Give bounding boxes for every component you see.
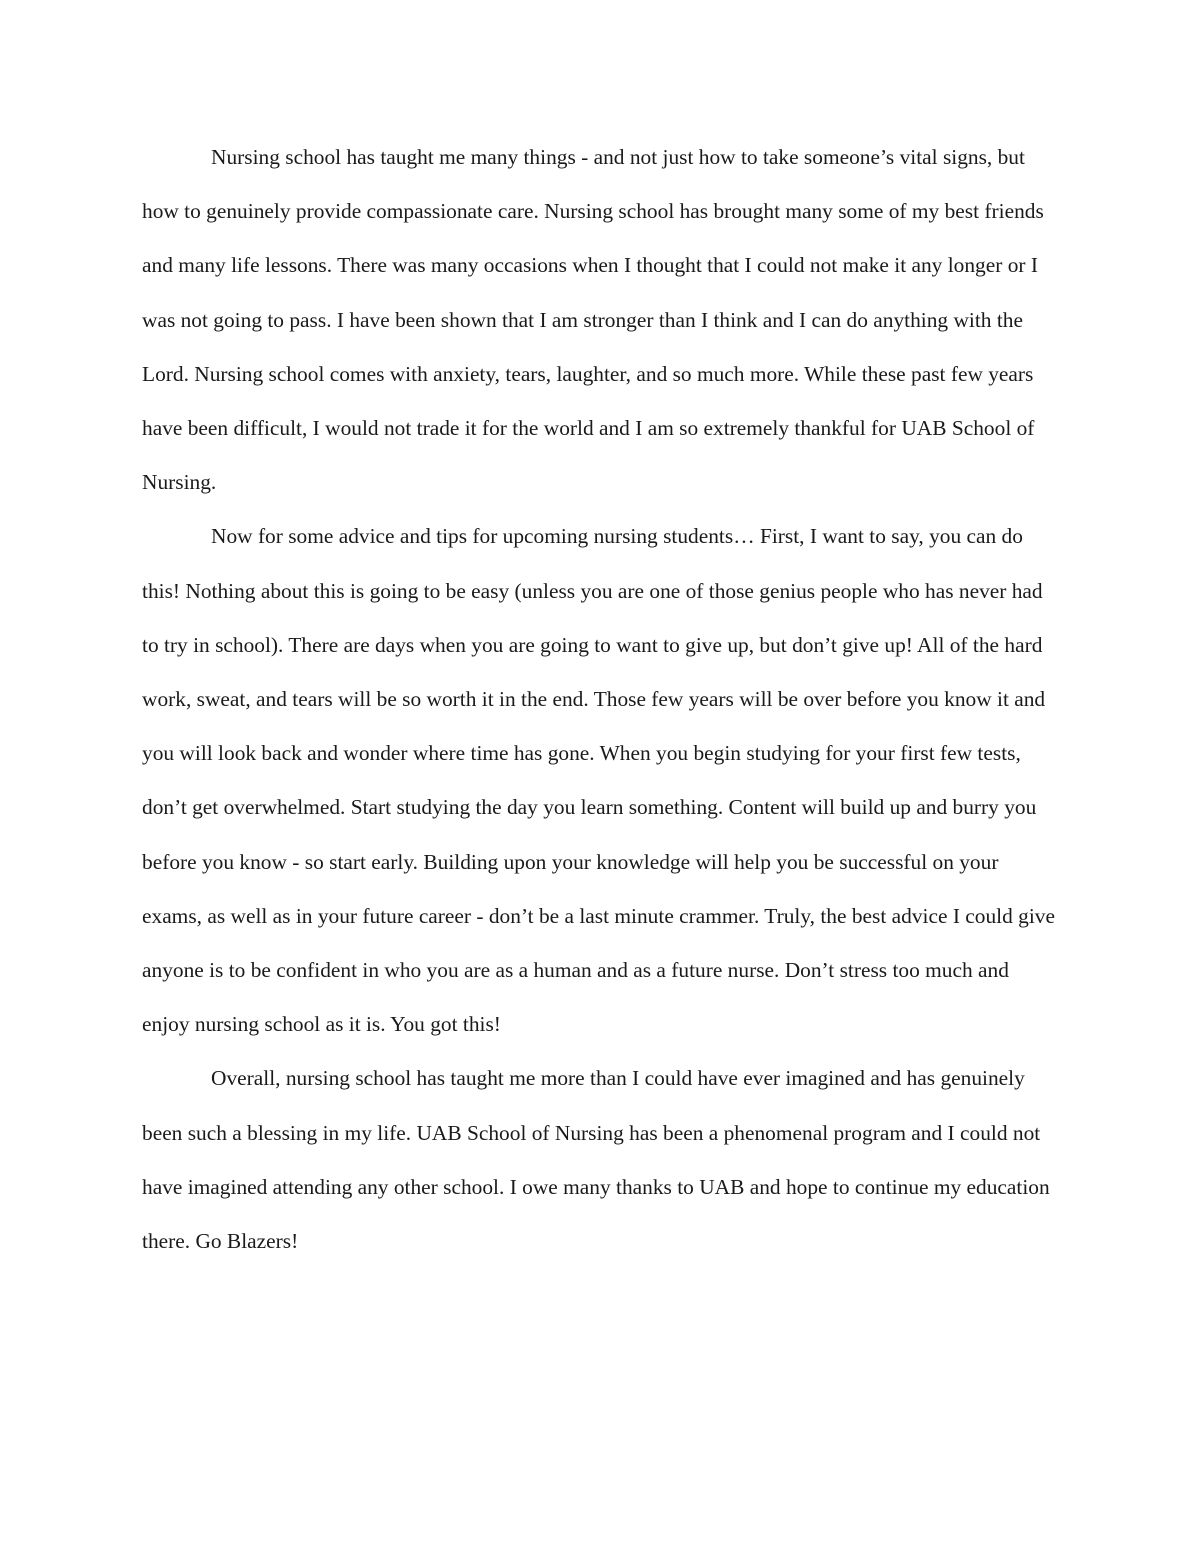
document-body bbox=[142, 130, 1057, 1268]
paragraph-3: Overall, nursing school has taught me more than I could have ever imagined and has genuinely been such a blessing in my life. UAB School of Nursing has been a phenomenal program and I could not have imagined attending any other school. I owe many thanks to UAB and hope to continue my education there. Go Blazers! bbox=[142, 1066, 1050, 1254]
paragraph-1: Nursing school has taught me many things - and not just how to take someone’s vital signs, but how to genuinely provide compassionate care. Nursing school has brought many some of my best friends and many life lessons. There was many occasions when I thought that I could not make it any longer or I was not going to pass. I have been shown that I am stronger than I think and I can do anything with the Lord. Nursing school comes with anxiety, tears, laughter, and so much more. While these past few years have been difficult, I would not trade it for the world and I am so extremely thankful for UAB School of Nursing. bbox=[142, 145, 1044, 495]
paragraph-2: Now for some advice and tips for upcoming nursing students… First, I want to say, you can do this! Nothing about this is going to be easy (unless you are one of those genius people who has never had to try in school). There are days when you are going to want to give up, but don’t give up! All of the hard work, sweat, and tears will be so worth it in the end. Those few years will be over before you know it and you will look back and wonder where time has gone. When you begin studying for your first few tests, don’t get overwhelmed. Start studying the day you learn something. Content will build up and burry you before you know - so start early. Building upon your knowledge will help you be successful on your exams, as well as in your future career - don’t be a last minute crammer. Truly, the best advice I could give anyone is to be confident in who you are as a human and as a future nurse. Don’t stress too much and enjoy nursing school as it is. You got this! bbox=[142, 524, 1055, 1037]
